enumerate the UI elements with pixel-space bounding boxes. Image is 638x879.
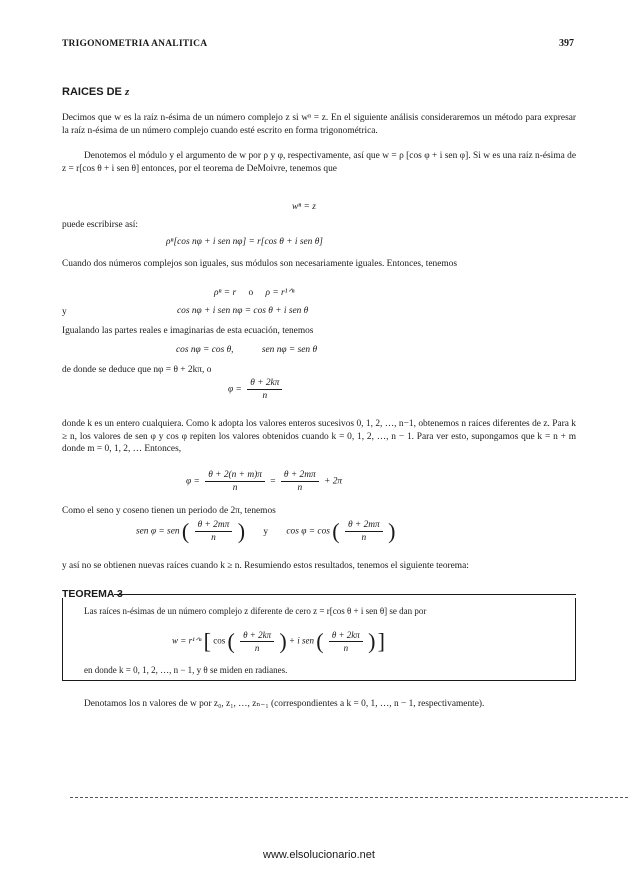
theorem-where: en donde k = 0, 1, 2, …, n − 1, y θ se miden en radianes.	[84, 665, 288, 675]
paren-left: (	[227, 628, 235, 654]
paren-right: )	[388, 518, 396, 544]
fraction-theorem-sen	[329, 630, 363, 653]
equation-modulus	[214, 287, 294, 298]
paren-right: )	[279, 628, 287, 654]
equation-phi-lhs-2: φ =	[186, 476, 200, 487]
theorem-title-rule	[114, 594, 576, 595]
fraction-denominator: n	[254, 643, 260, 653]
fraction-denominator: n	[232, 483, 238, 493]
equation-argument: cos nφ + i sen nφ = cos θ + i sen θ	[177, 306, 309, 316]
page-header	[62, 38, 574, 49]
paragraph-equating: Igualando las partes reales e imaginarias de esta ecuación, tenemos	[62, 326, 314, 336]
running-title: TRIGONOMETRIA ANALITICA	[62, 39, 208, 49]
paragraph-period: Como el seno y coseno tienen un periodo de 2π, tenemos	[62, 506, 276, 516]
equation-plus-2pi: + 2π	[324, 476, 343, 487]
equation-rho-n: ρⁿ = r	[214, 288, 237, 298]
fraction-m	[281, 470, 319, 493]
fraction-phi	[247, 378, 282, 401]
equation-w-n-equals-z: wⁿ = z	[292, 202, 316, 212]
paragraph-definition: Decimos que w es la raíz n-ésima de un número complejo z si wⁿ = z. En el siguiente análisis consideraremos un método para expresar la raíz n-ésima de un número complejo cuando esté escrito en forma trigonométrica.	[62, 113, 576, 136]
paragraph-rewrite: puede escribirse así:	[62, 220, 139, 230]
section-title	[62, 86, 129, 98]
paragraph-moduli: Cuando dos números complejos son iguales, sus módulos son necesariamente iguales. Entonces, tenemos	[62, 259, 457, 269]
equation-phi-lhs: φ =	[228, 384, 242, 395]
section-title-var: z	[124, 86, 130, 98]
equation-sen-cos-repeat	[136, 520, 395, 543]
fraction-numerator: θ + 2kπ	[329, 630, 363, 642]
equation-demoivre: ρⁿ[cos nφ + i sen nφ] = r[cos θ + i sen θ]	[166, 237, 323, 247]
section-title-text: RAICES DE	[62, 86, 122, 98]
equation-equals: =	[270, 476, 276, 487]
fraction-n-plus-m	[205, 470, 265, 493]
fraction-denominator: n	[361, 533, 367, 543]
paren-left: (	[316, 628, 324, 654]
paragraph-k-values: donde k es un entero cualquiera. Como k adopta los valores enteros sucesivos 0, 1, 2, …, n−1, obtenemos n raíces diferentes de z. Para k ≥ n, los valores de sen φ y cos φ repiten los valores obtenidos cuando k = 0, 1, 2, …, n − 1. Para ver esto, supongamos que k = n + m donde m = 0, 1, 2, … Entonces,	[62, 419, 576, 454]
equation-sen-part: sen nφ = sen θ	[261, 345, 318, 355]
theorem-formula	[172, 630, 385, 653]
theorem-plus-isen: + i sen	[288, 635, 314, 646]
equation-cos-label: cos φ = cos	[286, 526, 330, 537]
paragraph-notation: Denotemos el módulo y el argumento de w por ρ y φ, respectivamente, así que w = ρ [cos φ + i sen φ]. Si w es una raíz n-ésima de z = r[cos θ + i sen θ] entonces, por el teorema de DeMoivre, tenemos que	[62, 151, 576, 174]
footer-url: www.elsolucionario.net	[263, 849, 375, 861]
bracket-right: ]	[377, 628, 385, 654]
equation-rho: ρ = r¹ᐟⁿ	[265, 288, 295, 298]
fraction-denominator: n	[262, 391, 268, 401]
fraction-denominator: n	[297, 483, 303, 493]
equation-or: o	[248, 288, 254, 298]
paragraph-denote-roots: Denotamos los n valores de w por z₀, z₁, …, zₙ₋₁ (correspondientes a k = 0, 1, …, n − 1, respectivamente).	[84, 699, 485, 709]
equation-periodicity	[186, 470, 342, 493]
bracket-left: [	[203, 628, 211, 654]
fraction-numerator: θ + 2kπ	[240, 630, 274, 642]
paren-right: )	[368, 628, 376, 654]
equation-y: y	[263, 526, 269, 537]
theorem-cos: cos	[213, 635, 226, 646]
equation-sen-label: sen φ = sen	[136, 526, 180, 537]
theorem-statement: Las raíces n-ésimas de un número complejo z diferente de cero z = r[cos θ + i sen θ] se dan por	[84, 606, 427, 616]
fraction-sen	[195, 520, 233, 543]
paren-left: (	[332, 518, 340, 544]
theorem-w-lhs: w = r¹ᐟⁿ	[172, 635, 202, 646]
page-number: 397	[559, 38, 574, 49]
paragraph-summary: y así no se obtienen nuevas raíces cuando k ≥ n. Resumiendo estos resultados, tenemos el siguiente teorema:	[62, 561, 469, 571]
fraction-theorem-cos	[240, 630, 274, 653]
paren-right: )	[237, 518, 246, 544]
paren-left: (	[181, 518, 190, 544]
fraction-numerator: θ + 2kπ	[247, 378, 282, 390]
fraction-numerator: θ + 2mπ	[281, 470, 319, 482]
fraction-denominator: n	[211, 533, 216, 543]
fraction-cos	[345, 520, 383, 543]
page-bottom-rule	[70, 797, 628, 798]
theorem-title: TEOREMA 3	[62, 588, 123, 600]
fraction-numerator: θ + 2mπ	[345, 520, 383, 532]
equation-cos-sen	[176, 345, 317, 355]
equation-phi	[228, 378, 285, 401]
fraction-denominator: n	[343, 643, 349, 653]
fraction-numerator: θ + 2mπ	[195, 520, 233, 532]
equation-cos-part: cos nφ = cos θ,	[176, 345, 234, 355]
fraction-numerator: θ + 2(n + m)π	[205, 470, 265, 482]
paragraph-deduce: de donde se deduce que nφ = θ + 2kπ, o	[62, 365, 212, 375]
conjunction-y: y	[62, 307, 67, 317]
